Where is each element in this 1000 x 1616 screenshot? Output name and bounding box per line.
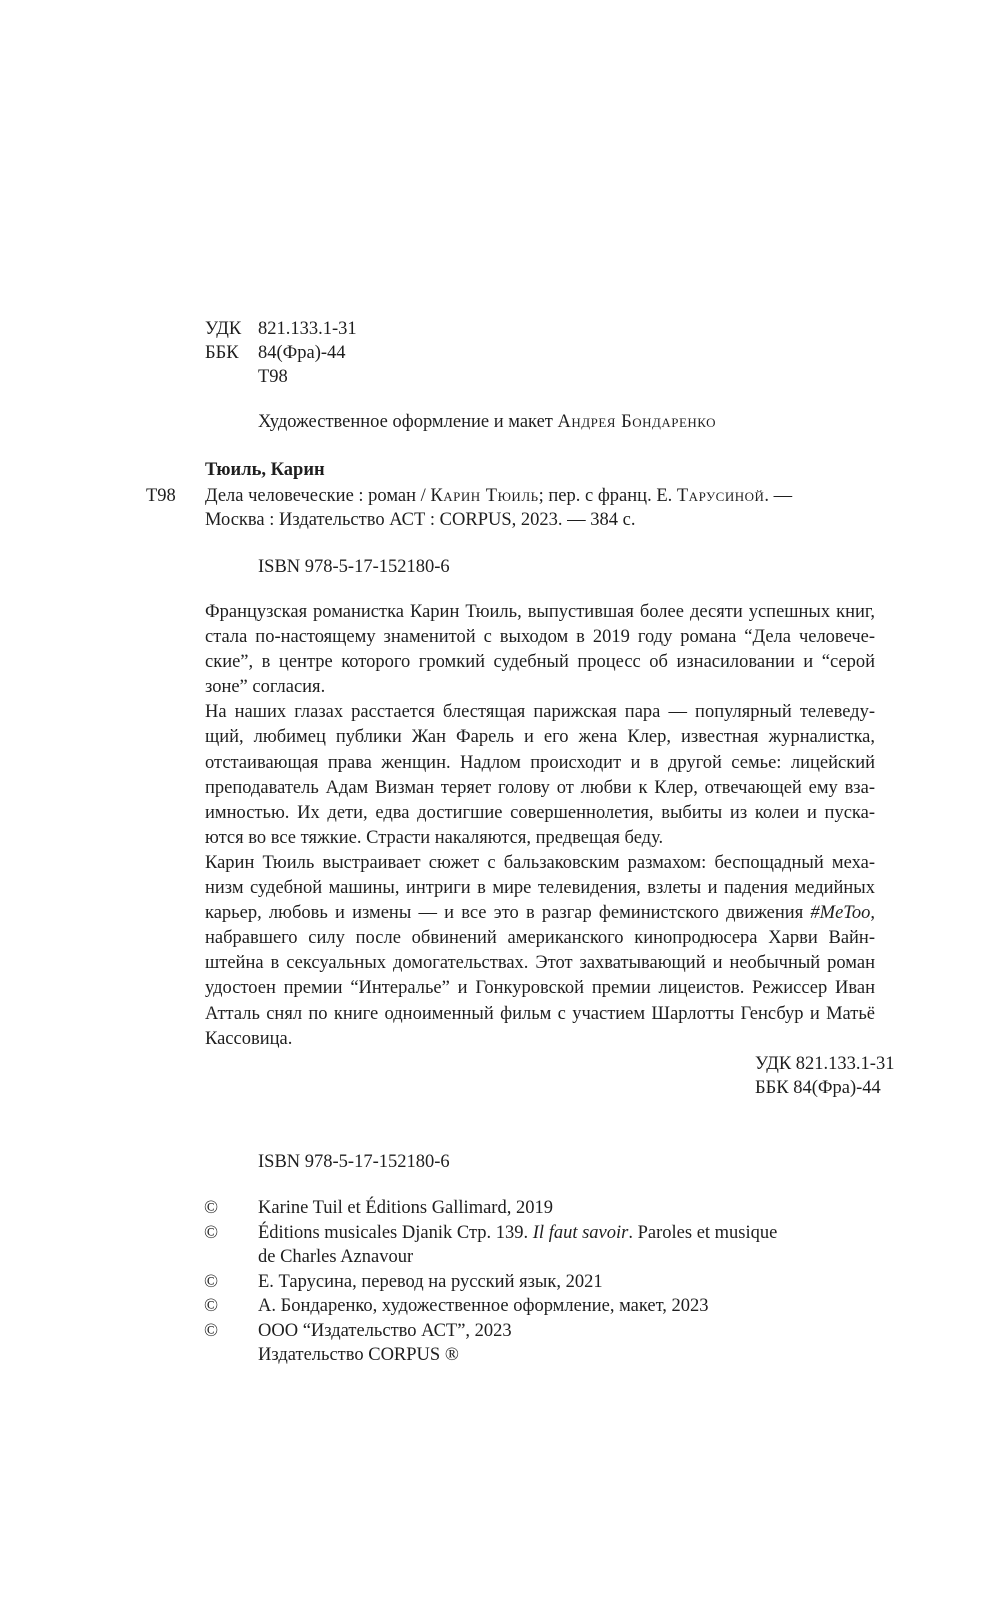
- annotation-line: Французская романистка Карин Тюиль, выпустившая более десяти успешных книг,: [205, 602, 875, 622]
- imprint: [204, 1343, 777, 1368]
- copyright-icon: ©: [204, 1320, 219, 1341]
- copyright-text: Karine Tuil et Éditions Gallimard, 2019: [258, 1198, 553, 1218]
- bib-author: Карин Тюиль: [430, 486, 539, 506]
- udk-label: УДК: [205, 319, 242, 339]
- copyright-icon: ©: [204, 1222, 219, 1243]
- hashtag-suffix: ,: [870, 903, 875, 924]
- copyright-text: А. Бондаренко, художественное оформление, макет, 2023: [258, 1296, 709, 1316]
- bib-line-2: Москва : Издательство АСТ : CORPUS, 2023. — 384 с.: [205, 510, 636, 530]
- annotation-line: низм судебной машины, интриги в мире телевидения, взлеты и падения медийных: [205, 878, 875, 899]
- design-credit: [258, 410, 716, 434]
- annotation-line: Карин Тюиль выстраивает сюжет с бальзаковским размахом: беспощадный меха-: [205, 852, 875, 873]
- translator-name: Тарусиной: [676, 486, 765, 506]
- annotation-paragraph-2: [205, 700, 875, 851]
- bbk-value: 84(Фра)-44: [258, 343, 346, 363]
- copyright-block: [204, 1196, 777, 1368]
- copyright-item: [204, 1319, 777, 1344]
- annotation-line: ские”, в центре которого громкий судебный процесс об изнасиловании и “серой: [205, 652, 875, 673]
- copyright-item: [204, 1196, 777, 1221]
- copyright-item: [204, 1294, 777, 1319]
- annotation-line: имностью. Их дети, едва достигшие совершеннолетия, выбиты из колеи и пуска-: [205, 802, 875, 823]
- imprint-text: Издательство CORPUS ®: [258, 1345, 459, 1365]
- copyright-text: Éditions musicales Djanik Стр. 139.: [258, 1222, 533, 1243]
- bib-line-end: . —: [764, 486, 793, 506]
- designer-name: Андрея Бондаренко: [557, 412, 717, 432]
- annotation-line: [205, 901, 875, 926]
- bib-line-1: [205, 484, 792, 508]
- annotation-line: стала по-настоящему знаменитой с выходом в 2019 году романа “Дела человече-: [205, 627, 875, 648]
- bib-author-mark: Т98: [146, 486, 176, 506]
- annotation-line: отстаивающая права женщин. Надлом происходит и в другой семье: лицейский: [205, 752, 875, 773]
- design-credit-text: Художественное оформление и макет: [258, 412, 558, 432]
- copyright-icon: ©: [204, 1271, 219, 1292]
- annotation-line: На наших глазах расстается блестящая парижская пара — популярный телеведу-: [205, 702, 875, 723]
- annotation-line: удостоен премии “Интералье” и Гонкуровской премии лицеистов. Режиссер Иван: [205, 978, 875, 999]
- copyright-item: [204, 1221, 777, 1246]
- classification-bottom: [755, 1052, 894, 1100]
- udk-value: 821.133.1-31: [258, 319, 357, 339]
- copyright-item-continuation: [204, 1245, 777, 1270]
- annotation-line: Атталь снял по книге одноименный фильм с участием Шарлотты Генсбур и Матьё: [205, 1003, 875, 1024]
- annotation-line: набравшего силу после обвинений американского кинопродюсера Харви Вайн-: [205, 928, 875, 949]
- copyright-text-rest: . Paroles et musique: [628, 1222, 778, 1243]
- isbn-top: ISBN 978-5-17-152180-6: [258, 557, 450, 577]
- copyright-icon: ©: [204, 1198, 219, 1218]
- copyright-item: [204, 1270, 777, 1295]
- annotation-line: ются во все тяжкие. Страсти накаляются, предвещая беду.: [205, 827, 664, 848]
- classification-top: [205, 317, 357, 389]
- annotation-line: штейна в сексуальных домогательствах. Этот захватывающий и необычный роман: [205, 953, 875, 974]
- author-mark: Т98: [258, 367, 288, 387]
- translator-prefix: ; пер. с франц. Е.: [538, 486, 677, 506]
- annotation: [205, 600, 875, 1052]
- annotation-line: зоне” согласия.: [205, 677, 326, 698]
- song-title: Il faut savoir: [532, 1222, 629, 1243]
- annotation-paragraph-3: [205, 851, 875, 1052]
- author-heading: Тюиль, Карин: [205, 460, 325, 480]
- copyright-text: ООО “Издательство АСТ”, 2023: [258, 1320, 512, 1341]
- annotation-line-text: карьер, любовь и измены — и все это в разгар феминистского движения: [205, 903, 811, 924]
- book-title: Дела человеческие : роман /: [205, 486, 431, 506]
- annotation-line: Кассовица.: [205, 1028, 293, 1049]
- annotation-paragraph-1: [205, 600, 875, 700]
- hashtag: #MeToo: [810, 903, 871, 924]
- isbn-bottom: ISBN 978-5-17-152180-6: [258, 1152, 450, 1172]
- copyright-icon: ©: [204, 1296, 219, 1316]
- copyright-text: de Charles Aznavour: [258, 1247, 414, 1267]
- udk-bottom: УДК 821.133.1-31: [755, 1054, 895, 1074]
- bbk-label: ББК: [205, 343, 239, 363]
- copyright-text: Е. Тарусина, перевод на русский язык, 2021: [258, 1271, 603, 1292]
- annotation-line: преподаватель Адам Визман теряет голову от любви к Клер, отвечающей ему вза-: [205, 777, 875, 798]
- bbk-bottom: ББК 84(Фра)-44: [755, 1078, 881, 1098]
- annotation-line: щий, любимец публики Жан Фарель и его жена Клер, известная журналистка,: [205, 727, 875, 748]
